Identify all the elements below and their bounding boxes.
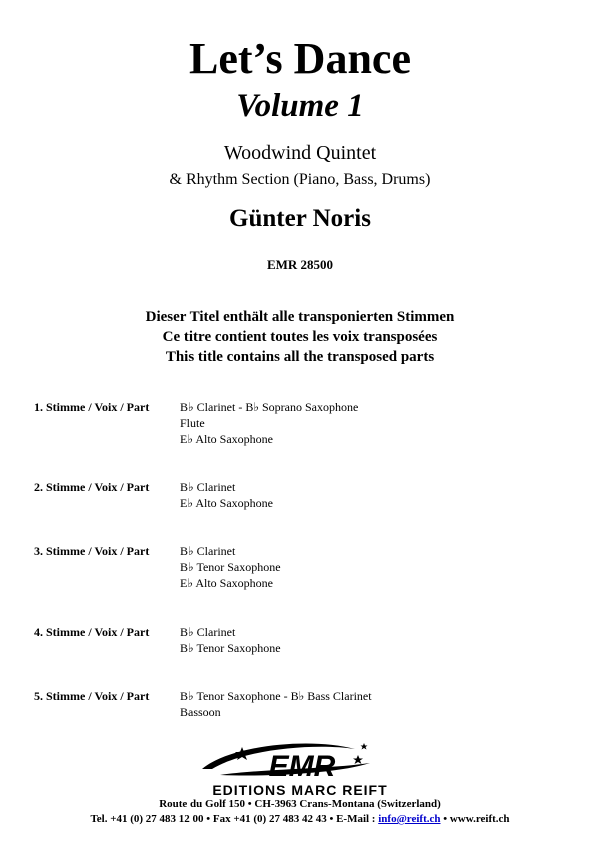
email-link[interactable]: info@reift.ch bbox=[378, 813, 441, 825]
publisher-contact bbox=[0, 812, 600, 827]
part-1-label: 1. Stimme / Voix / Part bbox=[34, 400, 150, 414]
instrument-line: B♭ Clarinet bbox=[180, 480, 236, 494]
part-2-label: 2. Stimme / Voix / Part bbox=[34, 480, 150, 494]
composer-name: Günter Noris bbox=[229, 205, 371, 232]
part-2-instruments bbox=[180, 479, 273, 511]
instrument-line: Bassoon bbox=[180, 705, 221, 719]
part-5-instruments bbox=[180, 688, 372, 720]
ensemble-title: Woodwind Quintet bbox=[223, 142, 377, 164]
catalog-number: EMR 28500 bbox=[266, 257, 334, 272]
instrument-line: B♭ Tenor Saxophone bbox=[180, 560, 281, 574]
instrument-line: B♭ Clarinet - B♭ Soprano Saxophone bbox=[180, 400, 359, 414]
instrument-line: B♭ Clarinet bbox=[180, 544, 236, 558]
part-4-instruments bbox=[180, 624, 281, 656]
instrument-line: B♭ Tenor Saxophone - B♭ Bass Clarinet bbox=[180, 689, 372, 703]
publisher-address: Route du Golf 150 • CH-3963 Crans-Montana (Switzerland) bbox=[159, 798, 441, 810]
publisher-name: EDITIONS MARC REIFT bbox=[212, 782, 388, 798]
notice-line-french: Ce titre contient toutes les voix transposées bbox=[162, 329, 438, 345]
part-3-instruments bbox=[180, 543, 281, 591]
part-3-label: 3. Stimme / Voix / Part bbox=[34, 544, 150, 558]
notice-line-german: Dieser Titel enthält alle transponierten Stimmen bbox=[145, 309, 455, 325]
volume-subtitle: Volume 1 bbox=[236, 88, 364, 124]
instrument-line: B♭ Tenor Saxophone bbox=[180, 641, 281, 655]
part-5-label: 5. Stimme / Voix / Part bbox=[34, 689, 150, 703]
logo-emr-text: EMR bbox=[268, 750, 336, 783]
part-1-instruments bbox=[180, 399, 358, 447]
part-4-label: 4. Stimme / Voix / Part bbox=[34, 625, 150, 639]
contact-phone-fax: Tel. +41 (0) 27 483 12 00 • Fax +41 (0) 27 483 42 43 • E-Mail : bbox=[90, 813, 379, 825]
page-title: Let’s Dance bbox=[189, 34, 411, 83]
ensemble-detail: & Rhythm Section (Piano, Bass, Drums) bbox=[169, 171, 431, 188]
instrument-line: Flute bbox=[180, 416, 205, 430]
transposition-notice bbox=[0, 307, 600, 367]
instrument-line: E♭ Alto Saxophone bbox=[180, 576, 273, 590]
instrument-line: E♭ Alto Saxophone bbox=[180, 496, 273, 510]
instrument-line: E♭ Alto Saxophone bbox=[180, 432, 273, 446]
emr-logo bbox=[190, 735, 410, 799]
contact-website: • www.reift.ch bbox=[440, 813, 510, 825]
notice-line-english: This title contains all the transposed parts bbox=[165, 349, 435, 365]
instrument-line: B♭ Clarinet bbox=[180, 625, 236, 639]
